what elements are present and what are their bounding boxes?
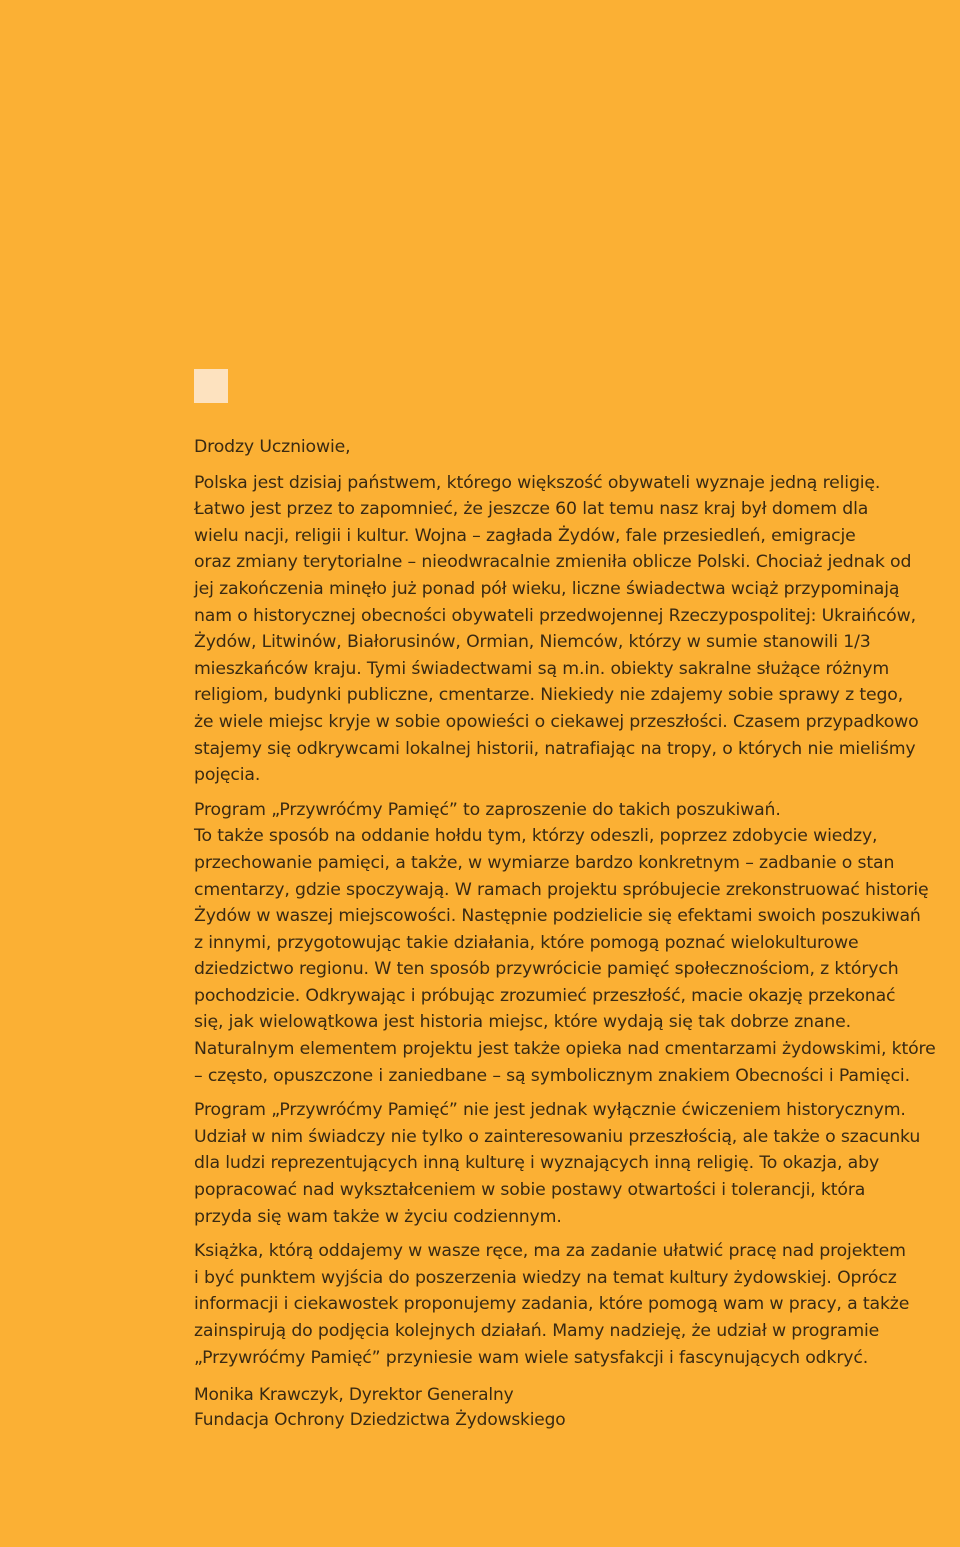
paragraph-3: Program „Przywróćmy Pamięć” nie jest jednak wyłącznie ćwiczeniem historycznym. Udział w nim świadczy nie tylko o zainteresowaniu przeszłością, ale także o szacunku dla ludzi reprezentujących inną kulturę i wyznających inną religię. To okazja, aby popracować nad wykształceniem w sobie postawy otwartości i tolerancji, która przyda się wam także w życiu codziennym. bbox=[194, 1100, 921, 1227]
paragraph-2: Program „Przywróćmy Pamięć” to zaproszenie do takich poszukiwań. To także sposób na oddanie hołdu tym, którzy odeszli, poprzez zdobycie wiedzy, przechowanie pamięci, a także, w wymiarze bardzo konkretnym – zadbanie o stan cmentarzy, gdzie spoczywają. W ramach projektu spróbujecie zrekonstruować historię Żydów w waszej miejscowości. Następnie podzielicie się efektami swoich poszukiwań z innymi, przygotowując takie działania, które pomogą poznać wielokulturowe dziedzictwo regionu. W ten sposób przywrócicie pamięć społecznościom, z których pochodzicie. Odkrywając i próbując zrozumieć przeszłość, macie okazję przekonać się, jak wielowątkowa jest historia miejsc, które wydają się tak dobrze znane. Naturalnym elementem projektu jest także opieka nad cmentarzami żydowskimi, które – często, opuszczone i zaniedbane – są symbolicznym znakiem Obecności i Pamięci. bbox=[194, 799, 936, 1086]
paragraph-1: Polska jest dzisiaj państwem, którego większość obywateli wyznaje jedną religię. Łatwo jest przez to zapomnieć, że jeszcze 60 lat temu nasz kraj był domem dla wielu nacji, religii i kultur. Wojna – zagłada Żydów, fale przesiedleń, emigracje oraz zmiany terytorialne – nieodwracalnie zmieniła oblicze Polski. Chociaż jednak od jej zakończenia minęło już ponad pół wieku, liczne świadectwa wciąż przypominają nam o historycznej obecności obywateli przedwojennej Rzeczypospolitej: Ukraińców, Żydów, Litwinów, Białorusinów, Ormian, Niemców, którzy w sumie stanowili 1/3 mieszkańców kraju. Tymi świadectwami są m.in. obiekty sakralne służące różnym religiom, budynki publiczne, cmentarze. Niekiedy nie zdajemy sobie sprawy z tego, że wiele miejsc kryje w sobie opowieści o ciekawej przeszłości. Czasem przypadkowo stajemy się odkrywcami lokalnej historii, natrafiając na tropy, o których nie mieliśmy pojęcia. bbox=[194, 472, 919, 786]
letter-body bbox=[194, 434, 960, 1432]
signature-organization: Fundacja Ochrony Dziedzictwa Żydowskiego bbox=[194, 1409, 566, 1430]
paragraph-4: Książka, którą oddajemy w wasze ręce, ma za zadanie ułatwić pracę nad projektem i być punktem wyjścia do poszerzenia wiedzy na temat kultury żydowskiej. Oprócz informacji i ciekawostek proponujemy zadania, które pomogą wam w pracy, a także zainspirują do podjęcia kolejnych działań. Mamy nadzieję, że udział w programie „Przywróćmy Pamięć” przyniesie wam wiele satysfakcji i fascynujących odkryć. bbox=[194, 1241, 910, 1368]
signature bbox=[194, 1383, 960, 1432]
greeting: Drodzy Uczniowie, bbox=[194, 437, 351, 457]
signature-name: Monika Krawczyk, Dyrektor Generalny bbox=[194, 1385, 514, 1406]
decorative-square bbox=[194, 369, 228, 403]
